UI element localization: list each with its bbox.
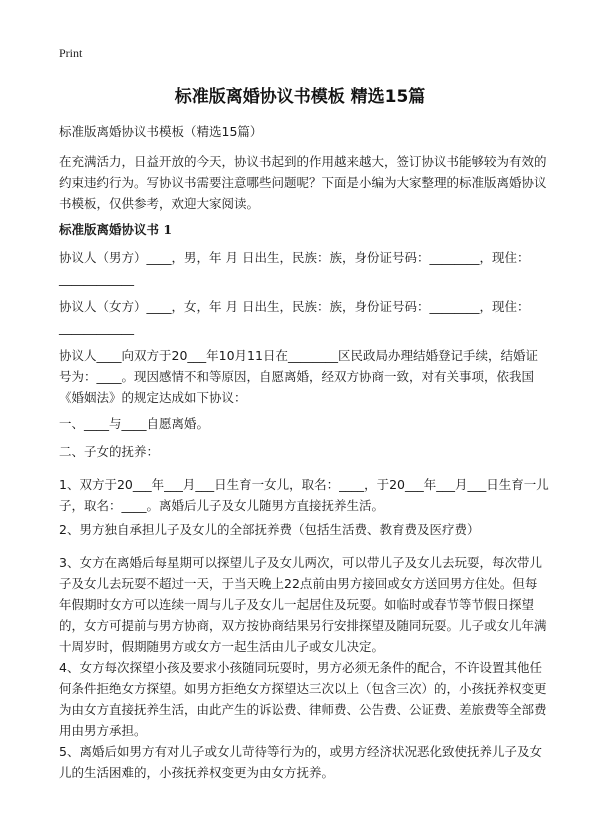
intro-paragraph: 在充满活力，日益开放的今天，协议书起到的作用越来越大，签订协议书能够较为有效的约束违约行为。写协议书需要注意哪些问题呢？下面是小编为大家整理的标准版离婚协议书模板，仅供参考，欢迎大家阅读。 bbox=[59, 154, 547, 211]
paragraph-item-5: 5、离婚后如男方有对儿子或女儿苛待等行为的，或男方经济状况恶化致使抚养儿子及女儿的生活困难的，小孩抚养权变更为由女方抚养。 bbox=[59, 744, 542, 780]
paragraph-item-4: 4、女方每次探望小孩及要求小孩随同玩耍时，男方必须无条件的配合，不许设置其他任何条件拒绝女方探望。如男方拒绝女方探望达三次以上（包含三次）的，小孩抚养权变更为由女方直接抚养生活，由此产生的诉讼费、律师费、公告费、公证费、差旅费等全部费用由男方承担。 bbox=[59, 660, 547, 738]
paragraph-item-3: 3、女方在离婚后每星期可以探望儿子及女儿两次，可以带儿子及女儿去玩耍，每次带儿子及女儿去玩耍不超过一天，于当天晚上22点前由男方接回或女方送回男方住处。但每年假期时女方可以连续一周与儿子及女儿一起居住及玩耍。如临时或春节等节假日探望的，女方可提前与男方协商，双方按协商结果另行安排探望及随同玩耍。儿子或女儿年满十周岁时，假期随男方或女方一起生活由儿子或女儿决定。 bbox=[59, 555, 547, 654]
document-title: 标准版离婚协议书模板 精选15篇 bbox=[174, 87, 426, 107]
paragraph-female-party: 协议人（女方）____，女，年 月 日出生，民族：族，身份证号码：________，现住：____________ bbox=[59, 299, 530, 335]
print-label[interactable]: Print bbox=[59, 46, 83, 60]
paragraph-male-party: 协议人（男方）____，男，年 月 日出生，民族：族，身份证号码：________，现住：____________ bbox=[59, 250, 530, 286]
document-subtitle: 标准版离婚协议书模板（精选15篇） bbox=[59, 124, 263, 139]
paragraph-item-1: 1、双方于20___年___月___日生育一女儿，取名：____，于20___年___月___日生育一儿子，取名：____。离婚后儿子及女儿随男方直接抚养生活。 bbox=[59, 477, 549, 513]
paragraph-clause-2: 二、子女的抚养： bbox=[59, 444, 160, 459]
section-heading: 标准版离婚协议书 1 bbox=[59, 222, 173, 237]
paragraph-item-2: 2、男方独自承担儿子及女儿的全部抚养费（包括生活费、教育费及医疗费） bbox=[59, 522, 480, 537]
paragraph-clause-1: 一、____与____自愿离婚。 bbox=[59, 416, 210, 431]
paragraph-marriage-info: 协议人____向双方于20___年10月11日在________区民政局办理结婚登记手续，结婚证号为：____。现因感情不和等原因，自愿离婚，经双方协商一致，对有关事项，依我国《婚姻法》的规定达成如下协议： bbox=[59, 348, 538, 405]
